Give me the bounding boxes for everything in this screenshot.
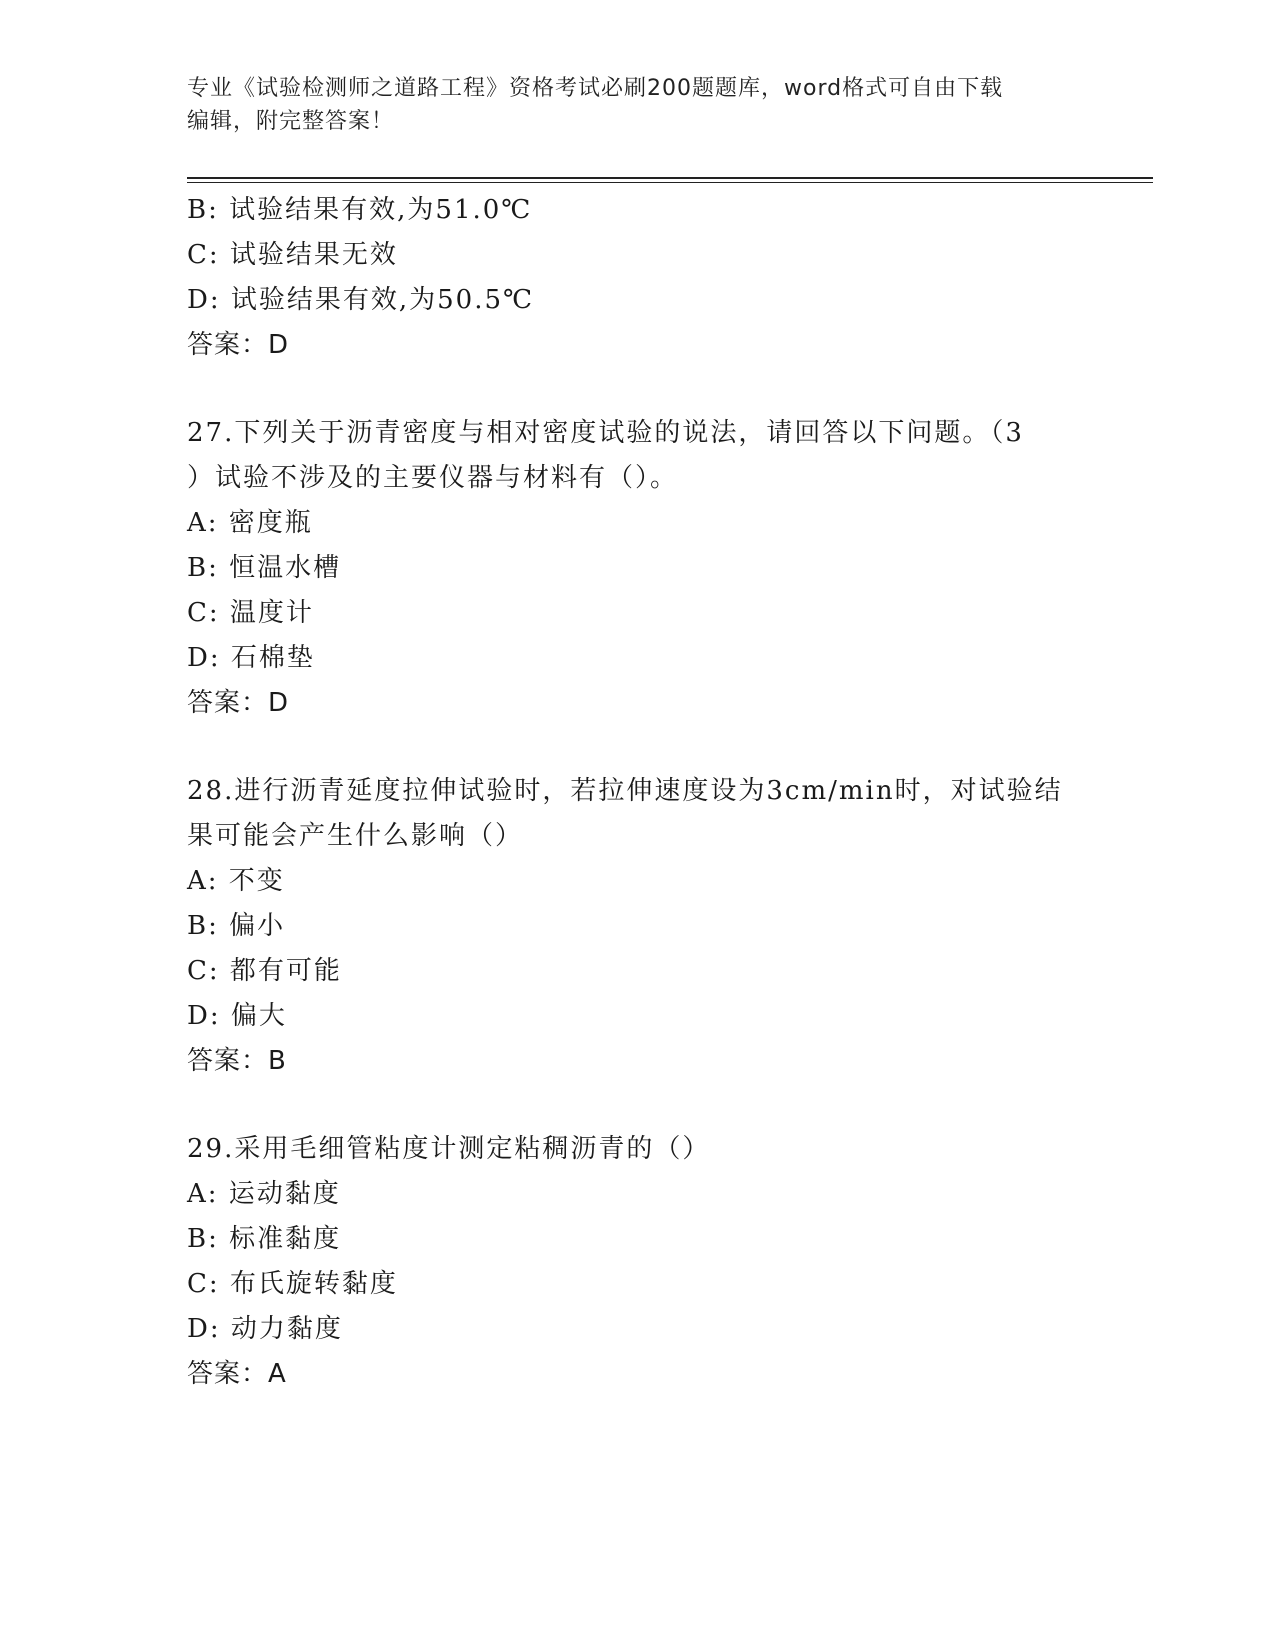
option-a: A: 密度瓶 (187, 508, 313, 538)
option-a: A: 不变 (187, 866, 285, 896)
question-26-continued (187, 188, 1087, 368)
answer-line: 答案：A (187, 1359, 287, 1389)
question-list (187, 188, 1087, 1397)
answer-line: 答案：B (187, 1046, 287, 1076)
option-b: B: 恒温水槽 (187, 553, 342, 583)
option-c: C: 都有可能 (187, 956, 342, 986)
answer-line: 答案：D (187, 330, 290, 360)
document-header (187, 72, 1087, 138)
option-c: C: 布氏旋转黏度 (187, 1269, 398, 1299)
option-d: D: 试验结果有效,为50.5℃ (187, 285, 535, 315)
header-title-line1: 专业《试验检测师之道路工程》资格考试必刷200题题库，word格式可自由下载 (187, 76, 1004, 101)
header-title-line2: 编辑，附完整答案！ (187, 109, 395, 134)
option-c: C: 试验结果无效 (187, 240, 398, 270)
question-27 (187, 411, 1087, 726)
question-stem-line2: ）试验不涉及的主要仪器与材料有（）。 (187, 463, 679, 493)
option-a: A: 运动黏度 (187, 1179, 341, 1209)
option-d: D: 偏大 (187, 1001, 287, 1031)
option-b: B: 试验结果有效,为51.0℃ (187, 195, 533, 225)
question-stem-line1: 29.采用毛细管粘度计测定粘稠沥青的（） (187, 1134, 711, 1164)
question-stem-line1: 28.进行沥青延度拉伸试验时，若拉伸速度设为3cm/min时，对试验结 (187, 776, 1063, 806)
option-d: D: 动力黏度 (187, 1314, 343, 1344)
question-stem-line2: 果可能会产生什么影响（） (187, 821, 524, 851)
option-c: C: 温度计 (187, 598, 314, 628)
option-d: D: 石棉垫 (187, 643, 315, 673)
option-b: B: 标准黏度 (187, 1224, 342, 1254)
question-29 (187, 1127, 1087, 1397)
header-divider (187, 177, 1153, 183)
answer-line: 答案：D (187, 688, 290, 718)
question-28 (187, 769, 1087, 1084)
question-stem-line1: 27.下列关于沥青密度与相对密度试验的说法，请回答以下问题。（3 (187, 418, 1024, 448)
option-b: B: 偏小 (187, 911, 286, 941)
